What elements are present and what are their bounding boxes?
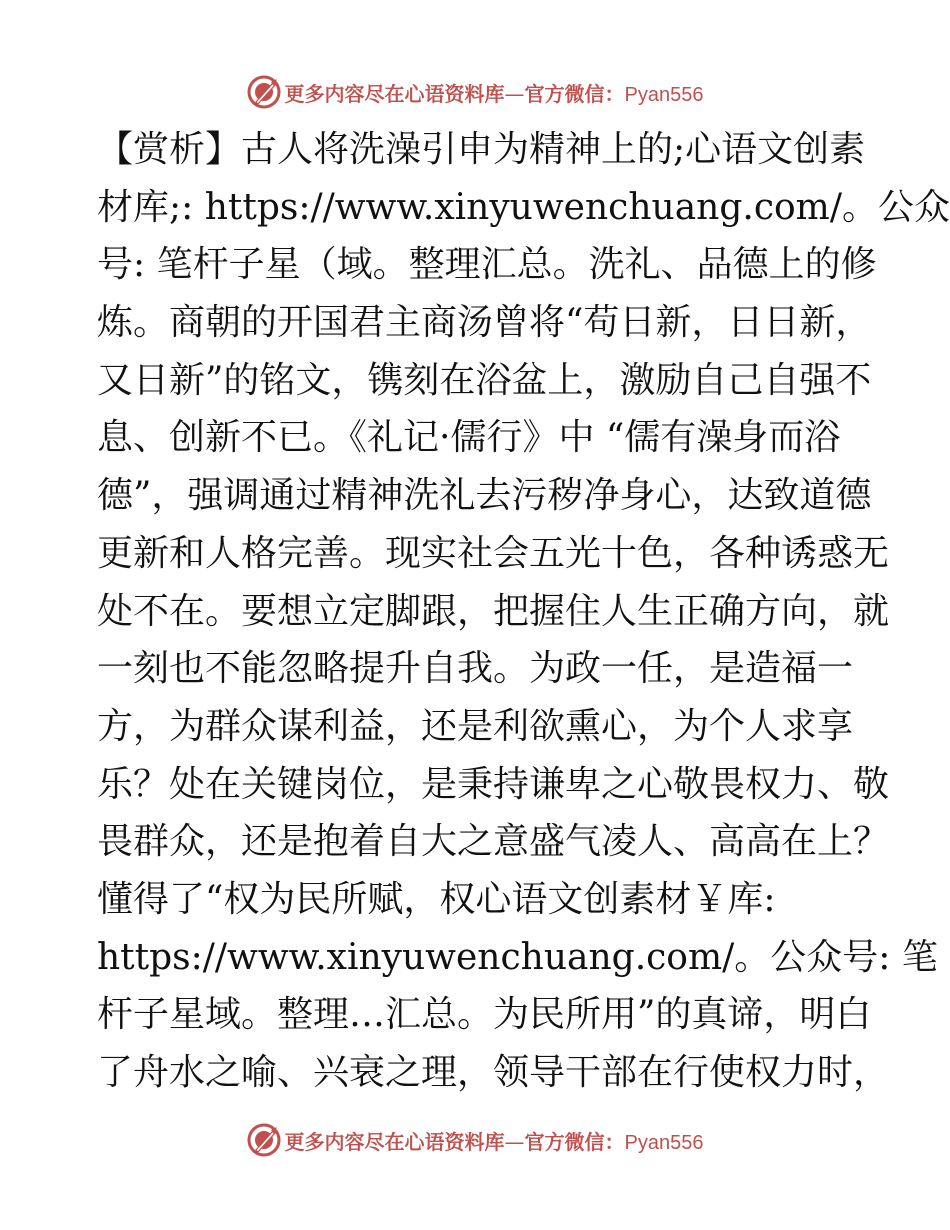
body-line: 懂得了“权为民所赋，权心语文创素材￥库: (97, 878, 776, 920)
banner-brand: 更多内容尽在心语资料库 (284, 81, 505, 106)
body-line: 方，为群众谋利益，还是利欲熏心，为个人求享 (97, 705, 854, 747)
banner-handle: Pyan556 (624, 1131, 704, 1154)
body-line: 处不在。要想立定脚跟，把握住人生正确方向，就 (97, 590, 890, 632)
banner-handle: Pyan556 (624, 83, 704, 106)
banner-official: 官方微信： (524, 1129, 625, 1154)
banner-official: 官方微信： (524, 81, 625, 106)
quill-logo-icon (247, 75, 281, 109)
banner-dash: — (504, 1129, 525, 1154)
body-line: 又日新”的铭文，镌刻在浴盆上，激励自己自强不 (97, 359, 872, 401)
body-line: 乐？处在关键岗位，是秉持谦卑之心敬畏权力、敬 (97, 763, 890, 805)
banner-brand: 更多内容尽在心语资料库 (284, 1129, 505, 1154)
header-banner-text (285, 78, 704, 107)
body-line: https://www.xinyuwenchuang.com/。公众号: 笔 (97, 936, 938, 978)
body-line: 了舟水之喻、兴衰之理，领导干部在行使权力时， (97, 1052, 890, 1093)
body-line: 息、创新不已。《礼记·儒行》中 “儒有澡身而浴 (97, 417, 841, 459)
article-body (97, 121, 950, 1102)
banner-dash: — (504, 81, 525, 106)
quill-logo-icon (247, 1123, 281, 1157)
body-line: 畏群众，还是抱着自大之意盛气凌人、高高在上？ (97, 821, 890, 863)
footer-banner (0, 1120, 950, 1160)
body-line: 【赏析】古人将洗澡引申为精神上的;心语文创素 (97, 129, 866, 170)
body-line: 德”，强调通过精神洗礼去污秽净身心，达致道德 (97, 475, 872, 517)
body-line: 更新和人格完善。现实社会五光十色，各种诱惑无 (97, 532, 890, 574)
footer-banner-text (285, 1126, 704, 1155)
body-line: 炼。商朝的开国君主商汤曾将“苟日新，日日新， (97, 302, 872, 344)
body-line: 杆子星域。整理…汇总。为民所用”的真谛，明白 (97, 994, 872, 1036)
body-line: 材库;: https://www.xinyuwenchuang.com/。公众 (97, 186, 950, 228)
body-line: 一刻也不能忽略提升自我。为政一任，是造福一 (97, 648, 854, 690)
body-line: 号: 笔杆子星（域。整理汇总。洗礼、品德上的修 (97, 244, 877, 286)
header-banner (0, 72, 950, 112)
